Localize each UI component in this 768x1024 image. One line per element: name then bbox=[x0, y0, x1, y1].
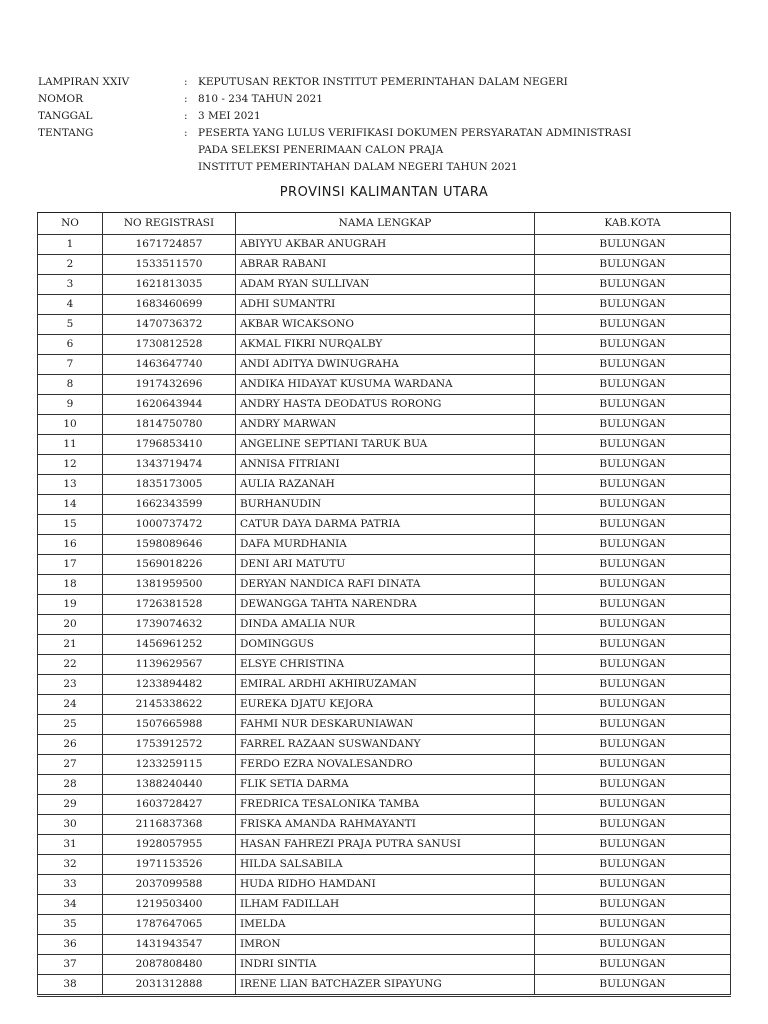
header-row-tentang bbox=[38, 125, 738, 142]
table-body bbox=[38, 235, 731, 995]
full-name: ANDRY MARWAN bbox=[236, 415, 535, 435]
tanggal-value: 3 MEI 2021 bbox=[198, 110, 261, 122]
registration-number: 1533511570 bbox=[103, 255, 236, 275]
table-row bbox=[38, 655, 731, 675]
registration-number: 1381959500 bbox=[103, 575, 236, 595]
lampiran-value: KEPUTUSAN REKTOR INSTITUT PEMERINTAHAN DALAM NEGERI bbox=[198, 76, 568, 88]
column-header-regency: KAB.KOTA bbox=[535, 213, 731, 235]
table-row bbox=[38, 455, 731, 475]
regency: BULUNGAN bbox=[535, 495, 731, 515]
row-number: 2 bbox=[38, 255, 103, 275]
full-name: HILDA SALSABILA bbox=[236, 855, 535, 875]
regency: BULUNGAN bbox=[535, 855, 731, 875]
table-row bbox=[38, 635, 731, 655]
table-row bbox=[38, 255, 731, 275]
registration-number: 1662343599 bbox=[103, 495, 236, 515]
table-row bbox=[38, 735, 731, 755]
row-number: 25 bbox=[38, 715, 103, 735]
column-header-no: NO bbox=[38, 213, 103, 235]
regency: BULUNGAN bbox=[535, 695, 731, 715]
row-number: 19 bbox=[38, 595, 103, 615]
header-row-lampiran bbox=[38, 74, 738, 91]
table-row bbox=[38, 415, 731, 435]
table-row bbox=[38, 615, 731, 635]
table-header-row bbox=[38, 213, 731, 235]
registration-number: 1671724857 bbox=[103, 235, 236, 255]
row-number: 4 bbox=[38, 295, 103, 315]
table-row bbox=[38, 335, 731, 355]
regency: BULUNGAN bbox=[535, 475, 731, 495]
row-number: 36 bbox=[38, 935, 103, 955]
full-name: ANGELINE SEPTIANI TARUK BUA bbox=[236, 435, 535, 455]
row-number: 15 bbox=[38, 515, 103, 535]
table-row bbox=[38, 515, 731, 535]
full-name: IRENE LIAN BATCHAZER SIPAYUNG bbox=[236, 975, 535, 995]
regency: BULUNGAN bbox=[535, 735, 731, 755]
registration-number: 1796853410 bbox=[103, 435, 236, 455]
full-name: HASAN FAHREZI PRAJA PUTRA SANUSI bbox=[236, 835, 535, 855]
full-name: FLIK SETIA DARMA bbox=[236, 775, 535, 795]
regency: BULUNGAN bbox=[535, 815, 731, 835]
regency: BULUNGAN bbox=[535, 575, 731, 595]
row-number: 22 bbox=[38, 655, 103, 675]
table-row bbox=[38, 575, 731, 595]
row-number: 34 bbox=[38, 895, 103, 915]
row-number: 18 bbox=[38, 575, 103, 595]
registration-number: 1971153526 bbox=[103, 855, 236, 875]
regency: BULUNGAN bbox=[535, 615, 731, 635]
tentang-line-1: PESERTA YANG LULUS VERIFIKASI DOKUMEN PERSYARATAN ADMINISTRASI bbox=[198, 127, 632, 139]
row-number: 28 bbox=[38, 775, 103, 795]
colon: : bbox=[184, 76, 188, 88]
table-row bbox=[38, 795, 731, 815]
full-name: ABRAR RABANI bbox=[236, 255, 535, 275]
regency: BULUNGAN bbox=[535, 275, 731, 295]
row-number: 24 bbox=[38, 695, 103, 715]
registration-number: 1463647740 bbox=[103, 355, 236, 375]
table-row bbox=[38, 295, 731, 315]
bottom-divider bbox=[37, 996, 731, 997]
row-number: 37 bbox=[38, 955, 103, 975]
document-header bbox=[38, 74, 738, 176]
row-number: 13 bbox=[38, 475, 103, 495]
row-number: 16 bbox=[38, 535, 103, 555]
tentang-line-3: INSTITUT PEMERINTAHAN DALAM NEGERI TAHUN 2021 bbox=[198, 161, 518, 173]
registration-number: 1431943547 bbox=[103, 935, 236, 955]
header-row-tanggal bbox=[38, 108, 738, 125]
regency: BULUNGAN bbox=[535, 915, 731, 935]
row-number: 23 bbox=[38, 675, 103, 695]
registration-number: 1835173005 bbox=[103, 475, 236, 495]
registration-number: 1620643944 bbox=[103, 395, 236, 415]
nomor-value: 810 - 234 TAHUN 2021 bbox=[198, 93, 323, 105]
row-number: 33 bbox=[38, 875, 103, 895]
table-row bbox=[38, 475, 731, 495]
full-name: FRISKA AMANDA RAHMAYANTI bbox=[236, 815, 535, 835]
registration-number: 1917432696 bbox=[103, 375, 236, 395]
full-name: ILHAM FADILLAH bbox=[236, 895, 535, 915]
registration-number: 1753912572 bbox=[103, 735, 236, 755]
registration-number: 1470736372 bbox=[103, 315, 236, 335]
regency: BULUNGAN bbox=[535, 595, 731, 615]
table-row bbox=[38, 975, 731, 995]
full-name: FREDRICA TESALONIKA TAMBA bbox=[236, 795, 535, 815]
header-row-nomor bbox=[38, 91, 738, 108]
registration-number: 1139629567 bbox=[103, 655, 236, 675]
registration-number: 2037099588 bbox=[103, 875, 236, 895]
row-number: 7 bbox=[38, 355, 103, 375]
regency: BULUNGAN bbox=[535, 715, 731, 735]
registration-number: 1621813035 bbox=[103, 275, 236, 295]
row-number: 38 bbox=[38, 975, 103, 995]
registration-number: 1730812528 bbox=[103, 335, 236, 355]
colon: : bbox=[184, 110, 188, 122]
full-name: EUREKA DJATU KEJORA bbox=[236, 695, 535, 715]
full-name: ABIYYU AKBAR ANUGRAH bbox=[236, 235, 535, 255]
regency: BULUNGAN bbox=[535, 935, 731, 955]
full-name: IMELDA bbox=[236, 915, 535, 935]
regency: BULUNGAN bbox=[535, 775, 731, 795]
table-row bbox=[38, 715, 731, 735]
registration-number: 1507665988 bbox=[103, 715, 236, 735]
regency: BULUNGAN bbox=[535, 375, 731, 395]
row-number: 26 bbox=[38, 735, 103, 755]
table-row bbox=[38, 675, 731, 695]
registration-number: 1569018226 bbox=[103, 555, 236, 575]
table-row bbox=[38, 875, 731, 895]
column-header-name: NAMA LENGKAP bbox=[236, 213, 535, 235]
regency: BULUNGAN bbox=[535, 295, 731, 315]
row-number: 9 bbox=[38, 395, 103, 415]
row-number: 1 bbox=[38, 235, 103, 255]
regency: BULUNGAN bbox=[535, 755, 731, 775]
registration-number: 1388240440 bbox=[103, 775, 236, 795]
full-name: FARREL RAZAAN SUSWANDANY bbox=[236, 735, 535, 755]
table-row bbox=[38, 755, 731, 775]
row-number: 8 bbox=[38, 375, 103, 395]
regency: BULUNGAN bbox=[535, 535, 731, 555]
row-number: 3 bbox=[38, 275, 103, 295]
table-row bbox=[38, 435, 731, 455]
full-name: ADAM RYAN SULLIVAN bbox=[236, 275, 535, 295]
regency: BULUNGAN bbox=[535, 895, 731, 915]
registration-number: 2145338622 bbox=[103, 695, 236, 715]
full-name: DENI ARI MATUTU bbox=[236, 555, 535, 575]
registration-number: 1000737472 bbox=[103, 515, 236, 535]
regency: BULUNGAN bbox=[535, 955, 731, 975]
registration-number: 1928057955 bbox=[103, 835, 236, 855]
table-row bbox=[38, 935, 731, 955]
full-name: ANDRY HASTA DEODATUS RORONG bbox=[236, 395, 535, 415]
nomor-label: NOMOR bbox=[38, 93, 84, 105]
table-row bbox=[38, 595, 731, 615]
registration-number: 1814750780 bbox=[103, 415, 236, 435]
table-row bbox=[38, 235, 731, 255]
row-number: 6 bbox=[38, 335, 103, 355]
table-row bbox=[38, 315, 731, 335]
row-number: 12 bbox=[38, 455, 103, 475]
full-name: DINDA AMALIA NUR bbox=[236, 615, 535, 635]
regency: BULUNGAN bbox=[535, 395, 731, 415]
full-name: ADHI SUMANTRI bbox=[236, 295, 535, 315]
table-row bbox=[38, 835, 731, 855]
regency: BULUNGAN bbox=[535, 635, 731, 655]
registration-number: 2116837368 bbox=[103, 815, 236, 835]
table-row bbox=[38, 355, 731, 375]
full-name: BURHANUDIN bbox=[236, 495, 535, 515]
table-row bbox=[38, 495, 731, 515]
row-number: 32 bbox=[38, 855, 103, 875]
regency: BULUNGAN bbox=[535, 255, 731, 275]
tentang-label: TENTANG bbox=[38, 127, 94, 139]
table-row bbox=[38, 555, 731, 575]
full-name: EMIRAL ARDHI AKHIRUZAMAN bbox=[236, 675, 535, 695]
registration-number: 1739074632 bbox=[103, 615, 236, 635]
row-number: 20 bbox=[38, 615, 103, 635]
table-row bbox=[38, 895, 731, 915]
registration-number: 1787647065 bbox=[103, 915, 236, 935]
tanggal-label: TANGGAL bbox=[38, 110, 93, 122]
regency: BULUNGAN bbox=[535, 335, 731, 355]
registration-number: 1219503400 bbox=[103, 895, 236, 915]
table-row bbox=[38, 815, 731, 835]
table-row bbox=[38, 855, 731, 875]
full-name: ELSYE CHRISTINA bbox=[236, 655, 535, 675]
table-row bbox=[38, 535, 731, 555]
full-name: DERYAN NANDICA RAFI DINATA bbox=[236, 575, 535, 595]
full-name: ANDI ADITYA DWINUGRAHA bbox=[236, 355, 535, 375]
lampiran-label: LAMPIRAN XXIV bbox=[38, 76, 130, 88]
full-name: IMRON bbox=[236, 935, 535, 955]
row-number: 27 bbox=[38, 755, 103, 775]
regency: BULUNGAN bbox=[535, 875, 731, 895]
regency: BULUNGAN bbox=[535, 455, 731, 475]
tentang-line-2: PADA SELEKSI PENERIMAAN CALON PRAJA bbox=[198, 144, 444, 156]
registration-number: 1726381528 bbox=[103, 595, 236, 615]
registration-number: 1683460699 bbox=[103, 295, 236, 315]
regency: BULUNGAN bbox=[535, 675, 731, 695]
row-number: 31 bbox=[38, 835, 103, 855]
province-title: PROVINSI KALIMANTAN UTARA bbox=[279, 185, 489, 200]
full-name: INDRI SINTIA bbox=[236, 955, 535, 975]
colon: : bbox=[184, 127, 188, 139]
full-name: DAFA MURDHANIA bbox=[236, 535, 535, 555]
row-number: 5 bbox=[38, 315, 103, 335]
regency: BULUNGAN bbox=[535, 555, 731, 575]
full-name: ANNISA FITRIANI bbox=[236, 455, 535, 475]
table-row bbox=[38, 955, 731, 975]
table-row bbox=[38, 375, 731, 395]
full-name: HUDA RIDHO HAMDANI bbox=[236, 875, 535, 895]
regency: BULUNGAN bbox=[535, 975, 731, 995]
full-name: AKBAR WICAKSONO bbox=[236, 315, 535, 335]
full-name: ANDIKA HIDAYAT KUSUMA WARDANA bbox=[236, 375, 535, 395]
table-row bbox=[38, 775, 731, 795]
full-name: AULIA RAZANAH bbox=[236, 475, 535, 495]
regency: BULUNGAN bbox=[535, 795, 731, 815]
row-number: 35 bbox=[38, 915, 103, 935]
regency: BULUNGAN bbox=[535, 835, 731, 855]
row-number: 29 bbox=[38, 795, 103, 815]
regency: BULUNGAN bbox=[535, 355, 731, 375]
full-name: FERDO EZRA NOVALESANDRO bbox=[236, 755, 535, 775]
colon: : bbox=[184, 93, 188, 105]
full-name: DOMINGGUS bbox=[236, 635, 535, 655]
table-row bbox=[38, 695, 731, 715]
row-number: 17 bbox=[38, 555, 103, 575]
full-name: DEWANGGA TAHTA NARENDRA bbox=[236, 595, 535, 615]
registration-number: 1233894482 bbox=[103, 675, 236, 695]
full-name: CATUR DAYA DARMA PATRIA bbox=[236, 515, 535, 535]
registration-number: 1343719474 bbox=[103, 455, 236, 475]
table-row bbox=[38, 915, 731, 935]
table-row bbox=[38, 395, 731, 415]
regency: BULUNGAN bbox=[535, 415, 731, 435]
registration-number: 1603728427 bbox=[103, 795, 236, 815]
regency: BULUNGAN bbox=[535, 515, 731, 535]
row-number: 14 bbox=[38, 495, 103, 515]
row-number: 11 bbox=[38, 435, 103, 455]
row-number: 30 bbox=[38, 815, 103, 835]
participants-table bbox=[37, 212, 731, 995]
row-number: 21 bbox=[38, 635, 103, 655]
column-header-registration: NO REGISTRASI bbox=[103, 213, 236, 235]
full-name: FAHMI NUR DESKARUNIAWAN bbox=[236, 715, 535, 735]
registration-number: 1598089646 bbox=[103, 535, 236, 555]
registration-number: 1456961252 bbox=[103, 635, 236, 655]
full-name: AKMAL FIKRI NURQALBY bbox=[236, 335, 535, 355]
regency: BULUNGAN bbox=[535, 315, 731, 335]
registration-number: 2087808480 bbox=[103, 955, 236, 975]
regency: BULUNGAN bbox=[535, 655, 731, 675]
table-row bbox=[38, 275, 731, 295]
row-number: 10 bbox=[38, 415, 103, 435]
regency: BULUNGAN bbox=[535, 435, 731, 455]
regency: BULUNGAN bbox=[535, 235, 731, 255]
registration-number: 2031312888 bbox=[103, 975, 236, 995]
registration-number: 1233259115 bbox=[103, 755, 236, 775]
